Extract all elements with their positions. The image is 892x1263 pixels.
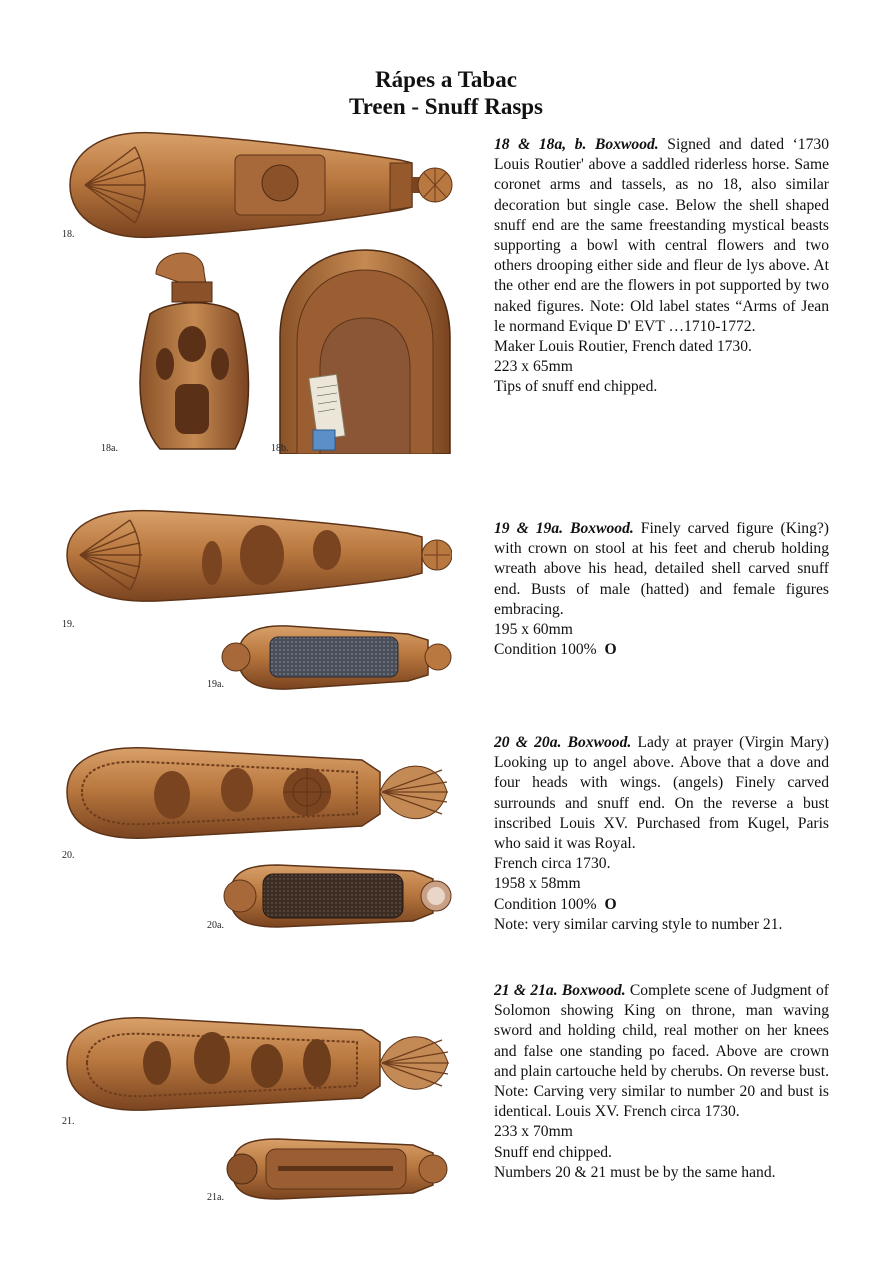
entry-21-condition: Snuff end chipped. — [494, 1143, 612, 1161]
snuff-rasp-19a-photo — [218, 620, 453, 695]
entry-21-size: 233 x 70mm — [494, 1123, 573, 1141]
snuff-rasp-18a-photo — [120, 244, 270, 454]
entry-19-condition: Condition 100% — [494, 641, 597, 659]
entry-19-size: 195 x 60mm — [494, 621, 573, 639]
entry-20-heading: 20 & 20a. Boxwood. — [494, 734, 632, 751]
entry-21-note: Numbers 20 & 21 must be by the same hand. — [494, 1163, 776, 1181]
entry-18-heading: 18 & 18a, b. Boxwood. — [494, 136, 659, 153]
figure-label-18b: 18b. — [271, 443, 289, 454]
figure-label-19: 19. — [62, 619, 75, 630]
snuff-rasp-18b-photo — [275, 248, 455, 454]
snuff-rasp-21a-photo — [218, 1133, 454, 1205]
entry-18-body: Signed and dated ‘1730 Louis Routier' above a saddled riderless horse. Same coronet arms and tassels, as no 18, also similar decoration but single case. Below the shell shaped snuff end are the same freestanding mystical beasts supporting a bowl with central flowers and two others drooping either side and fleur de lys above. At the other end are the flowers in pot supported by two naked figures. Note: Old label states “Arms of Jean le normand Evique D' EVT …1710-1772. — [494, 136, 829, 335]
entry-20-mark: O — [604, 895, 617, 913]
entry-18-size: 223 x 65mm — [494, 358, 573, 376]
entry-18 — [494, 135, 829, 398]
snuff-rasp-20-photo — [62, 740, 454, 845]
entry-18-condition: Tips of snuff end chipped. — [494, 378, 658, 396]
entry-19-mark: O — [604, 641, 617, 659]
entry-19-body: Finely carved figure (King?) with crown on stool at his feet and cherub holding wreath above his head, detailed shell carved snuff end. Busts of male (hatted) and female figures embracing. — [494, 520, 829, 618]
entry-21-body: Complete scene of Judgment of Solomon showing King on throne, man waving sword and holding child, real mother on her knees and false one standing po faced. Above are crown and plain cartouche held by cherubs. On reverse bust. Note: Carving very similar to number 20 and bust is identical. Louis XV. French circa 1730. — [494, 982, 829, 1121]
figure-label-20a: 20a. — [207, 920, 224, 931]
figure-label-19a: 19a. — [207, 679, 224, 690]
figure-label-18a: 18a. — [101, 443, 118, 454]
page-title: Rápes a Tabac — [375, 67, 517, 92]
entry-20-body: Lady at prayer (Virgin Mary) Looking up to angel above. Above that a dove and four heads with wings. (angels) Finely carved surrounds and snuff end. On the reverse a bust inscribed Louis XV. Purchased from Kugel, Paris who said it was Royal. — [494, 734, 829, 853]
entry-19-heading: 19 & 19a. Boxwood. — [494, 520, 634, 537]
figure-label-20: 20. — [62, 850, 75, 861]
snuff-rasp-19-photo — [62, 505, 452, 605]
figure-label-21a: 21a. — [207, 1192, 224, 1203]
figure-label-21: 21. — [62, 1116, 75, 1127]
entry-20-size: 1958 x 58mm — [494, 875, 581, 893]
entry-19 — [494, 519, 829, 660]
entry-18-maker: Maker Louis Routier, French dated 1730. — [494, 338, 752, 356]
entry-20-note: Note: very similar carving style to number 21. — [494, 915, 783, 933]
entry-20-condition: Condition 100% — [494, 895, 597, 913]
entry-20-origin: French circa 1730. — [494, 855, 611, 873]
snuff-rasp-21-photo — [62, 1008, 454, 1118]
snuff-rasp-18-photo — [60, 125, 455, 240]
snuff-rasp-20a-photo — [218, 857, 454, 935]
entry-21-heading: 21 & 21a. Boxwood. — [494, 982, 626, 999]
entry-20 — [494, 733, 829, 935]
figure-label-18: 18. — [62, 229, 75, 240]
page-subtitle: Treen - Snuff Rasps — [348, 94, 544, 119]
entry-21 — [494, 981, 829, 1183]
